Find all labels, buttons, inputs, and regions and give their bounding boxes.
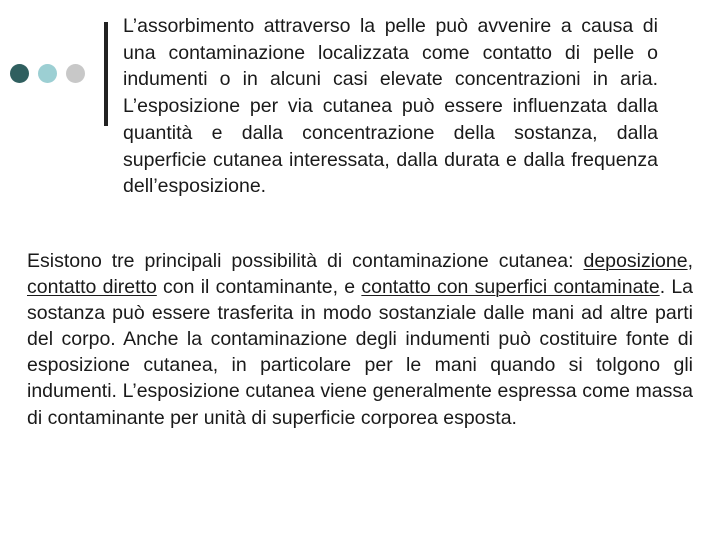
light-teal-dot-icon [38,64,57,83]
pathway-separator: , [687,250,693,272]
intro-paragraph: L’assorbimento attraverso la pelle può avvenire a causa di una contaminazione localizzata come contatto di pelle o indumenti o in alcuni casi elevate concentrazioni in aria. L’esposizione per via cutanea può essere influenzata dalla quantità e dalla concentrazione della sostanza, dalla superficie cutanea interessata, dalla durata e dalla frequenza dell’esposizione. [123,15,658,198]
main-paragraph [27,248,693,431]
vertical-divider [104,22,108,126]
pathway-surface-contact: contatto con superfici contaminate [361,276,660,299]
pathway-direct-contact: contatto diretto [27,276,157,299]
main-paragraph-rest: . La sostanza può essere trasferita in modo sostanziale dalle mani ad altre parti del corpo. Anche la contaminazione degli indumenti può costituire fonte di esposizione cutanea, in particolare per le mani quando si tolgono gli indumenti. L’esposizione cutanea viene generalmente espressa come massa di contaminante per unità di superficie corporea esposta. [27,276,694,429]
main-paragraph-mid: con il contaminante, e [156,276,362,299]
dark-teal-dot-icon [10,64,29,83]
decorative-bullet-dots [10,64,85,83]
pathway-deposition: deposizione [583,250,688,272]
main-paragraph-lead: Esistono tre principali possibilità di contaminazione cutanea: [27,250,584,272]
gray-dot-icon [66,64,85,83]
